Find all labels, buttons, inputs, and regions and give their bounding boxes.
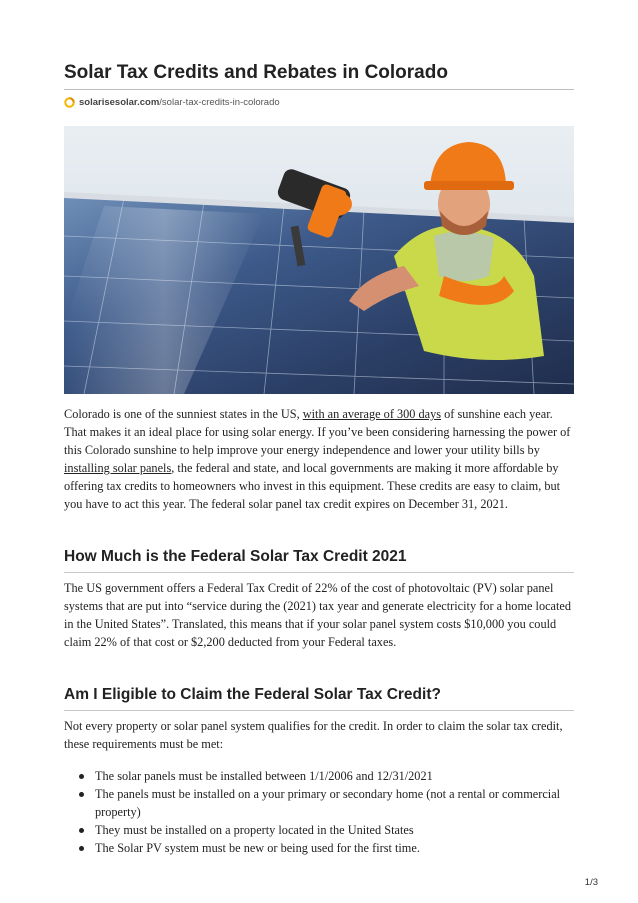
bullet-icon: [79, 774, 84, 779]
link-300-days[interactable]: with an average of 300 days: [302, 407, 442, 421]
intro-text-1: Colorado is one of the sunniest states in the US,: [64, 407, 303, 421]
list-item: The panels must be installed on a your primary or secondary home (not a rental or commercial property): [64, 785, 574, 821]
bullet-icon: [79, 828, 84, 833]
page-number: 1/3: [584, 877, 598, 888]
list-item: The solar panels must be installed between 1/1/2006 and 12/31/2021: [64, 767, 574, 785]
page-title: Solar Tax Credits and Rebates in Colorado: [64, 62, 448, 83]
source-line: [64, 95, 280, 109]
source-path[interactable]: /solar-tax-credits-in-colorado: [159, 96, 280, 108]
section-divider: [64, 572, 574, 573]
list-item: They must be installed on a property located in the United States: [64, 821, 574, 839]
solar-worker-illustration: [64, 126, 574, 394]
requirements-list: [64, 767, 574, 857]
section-paragraph-eligibility: Not every property or solar panel system qualifies for the credit. In order to claim the solar tax credit, these requirements must be met:: [64, 719, 563, 751]
title-divider: [64, 89, 574, 90]
intro-text-2: of sunshine each year. That makes it an ideal place for using solar energy. If you’ve been considering harnessing the power of this Colorado sunshine to help improve your energy independence and lower your utility bills by: [64, 407, 571, 457]
link-installing-solar-panels[interactable]: installing solar panels: [64, 461, 172, 475]
hero-image: [64, 126, 574, 394]
ring-logo-icon: [64, 97, 75, 108]
intro-text-3: , the federal and state, and local governments are making it more affordable by offering tax credits to homeowners who invest in this equipment. These credits are easy to claim, but you have to act this year. The federal solar panel tax credit expires on December 31, 2021.: [64, 461, 561, 511]
list-item: The Solar PV system must be new or being used for the first time.: [64, 839, 574, 857]
section-heading-federal-credit: How Much is the Federal Solar Tax Credit 2021: [64, 548, 407, 565]
section-heading-eligibility: Am I Eligible to Claim the Federal Solar Tax Credit?: [64, 686, 441, 703]
bullet-icon: [79, 846, 84, 851]
source-domain[interactable]: solarisesolar.com: [79, 96, 160, 108]
intro-paragraph: [64, 405, 574, 513]
section-divider: [64, 710, 574, 711]
section-paragraph-federal-credit: The US government offers a Federal Tax Credit of 22% of the cost of photovoltaic (PV) solar panel systems that are put into “service during the (2021) tax year and generate electricity for a home located in the United States”. Translated, this means that if your solar panel system costs $10,000 you could claim 22% of that cost or $2,200 deducted from your Federal taxes.: [64, 581, 572, 649]
bullet-icon: [79, 792, 84, 797]
